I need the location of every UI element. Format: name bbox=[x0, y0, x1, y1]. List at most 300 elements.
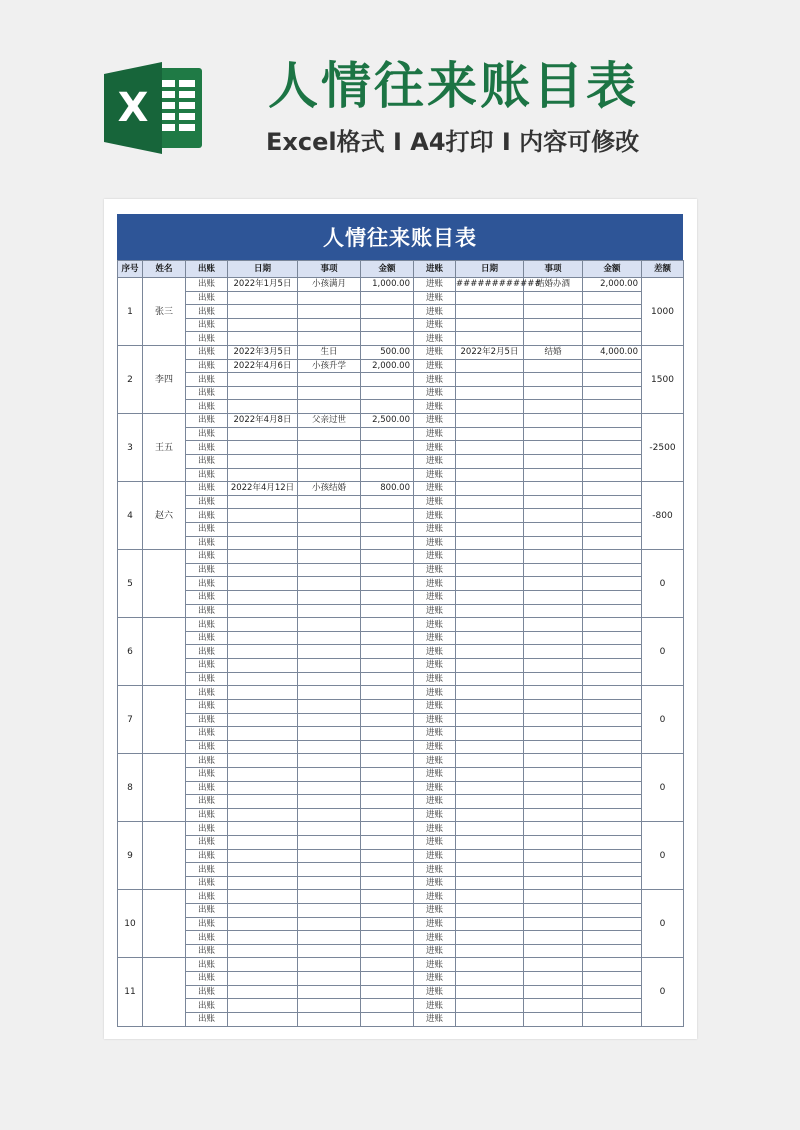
in-date-cell[interactable] bbox=[456, 822, 524, 836]
out-date-cell[interactable] bbox=[228, 767, 298, 781]
in-label-cell[interactable]: 进账 bbox=[414, 468, 456, 482]
in-label-cell[interactable]: 进账 bbox=[414, 278, 456, 292]
in-amount-cell[interactable] bbox=[583, 359, 642, 373]
in-label-cell[interactable]: 进账 bbox=[414, 917, 456, 931]
in-item-cell[interactable] bbox=[524, 495, 583, 509]
in-item-cell[interactable] bbox=[524, 822, 583, 836]
in-amount-cell[interactable] bbox=[583, 699, 642, 713]
in-item-cell[interactable] bbox=[524, 291, 583, 305]
in-item-cell[interactable] bbox=[524, 427, 583, 441]
in-amount-cell[interactable]: 2,000.00 bbox=[583, 278, 642, 292]
out-item-cell[interactable] bbox=[298, 672, 361, 686]
in-amount-cell[interactable] bbox=[583, 373, 642, 387]
in-item-cell[interactable] bbox=[524, 318, 583, 332]
out-item-cell[interactable] bbox=[298, 509, 361, 523]
out-date-cell[interactable] bbox=[228, 863, 298, 877]
out-item-cell[interactable] bbox=[298, 972, 361, 986]
out-label-cell[interactable]: 出账 bbox=[186, 917, 228, 931]
row-index-cell[interactable]: 7 bbox=[118, 686, 143, 754]
in-amount-cell[interactable] bbox=[583, 904, 642, 918]
out-label-cell[interactable]: 出账 bbox=[186, 618, 228, 632]
out-amount-cell[interactable] bbox=[361, 972, 414, 986]
in-label-cell[interactable]: 进账 bbox=[414, 808, 456, 822]
out-item-cell[interactable] bbox=[298, 563, 361, 577]
out-amount-cell[interactable] bbox=[361, 849, 414, 863]
out-date-cell[interactable] bbox=[228, 1012, 298, 1026]
in-label-cell[interactable]: 进账 bbox=[414, 332, 456, 346]
out-label-cell[interactable]: 出账 bbox=[186, 645, 228, 659]
in-amount-cell[interactable] bbox=[583, 536, 642, 550]
out-item-cell[interactable] bbox=[298, 468, 361, 482]
in-date-cell[interactable] bbox=[456, 699, 524, 713]
out-label-cell[interactable]: 出账 bbox=[186, 536, 228, 550]
out-amount-cell[interactable] bbox=[361, 563, 414, 577]
out-label-cell[interactable]: 出账 bbox=[186, 822, 228, 836]
out-item-cell[interactable] bbox=[298, 618, 361, 632]
out-label-cell[interactable]: 出账 bbox=[186, 305, 228, 319]
out-date-cell[interactable] bbox=[228, 822, 298, 836]
in-item-cell[interactable] bbox=[524, 550, 583, 564]
in-label-cell[interactable]: 进账 bbox=[414, 699, 456, 713]
in-date-cell[interactable] bbox=[456, 318, 524, 332]
out-amount-cell[interactable] bbox=[361, 618, 414, 632]
out-amount-cell[interactable] bbox=[361, 863, 414, 877]
out-item-cell[interactable] bbox=[298, 332, 361, 346]
in-amount-cell[interactable] bbox=[583, 441, 642, 455]
in-item-cell[interactable] bbox=[524, 359, 583, 373]
in-item-cell[interactable] bbox=[524, 767, 583, 781]
in-item-cell[interactable] bbox=[524, 454, 583, 468]
in-amount-cell[interactable] bbox=[583, 318, 642, 332]
difference-cell[interactable]: 0 bbox=[642, 890, 684, 958]
out-item-cell[interactable] bbox=[298, 727, 361, 741]
out-date-cell[interactable] bbox=[228, 441, 298, 455]
in-amount-cell[interactable] bbox=[583, 305, 642, 319]
in-item-cell[interactable] bbox=[524, 482, 583, 496]
in-item-cell[interactable] bbox=[524, 400, 583, 414]
in-item-cell[interactable] bbox=[524, 835, 583, 849]
in-date-cell[interactable] bbox=[456, 890, 524, 904]
in-date-cell[interactable] bbox=[456, 727, 524, 741]
in-label-cell[interactable]: 进账 bbox=[414, 931, 456, 945]
in-date-cell[interactable] bbox=[456, 536, 524, 550]
in-date-cell[interactable] bbox=[456, 835, 524, 849]
out-label-cell[interactable]: 出账 bbox=[186, 604, 228, 618]
in-label-cell[interactable]: 进账 bbox=[414, 890, 456, 904]
in-item-cell[interactable]: 结婚办酒 bbox=[524, 278, 583, 292]
in-date-cell[interactable] bbox=[456, 958, 524, 972]
person-name-cell[interactable]: 李四 bbox=[143, 346, 186, 414]
in-date-cell[interactable] bbox=[456, 563, 524, 577]
out-item-cell[interactable] bbox=[298, 822, 361, 836]
out-item-cell[interactable] bbox=[298, 577, 361, 591]
in-date-cell[interactable] bbox=[456, 373, 524, 387]
out-item-cell[interactable] bbox=[298, 373, 361, 387]
in-item-cell[interactable] bbox=[524, 509, 583, 523]
out-label-cell[interactable]: 出账 bbox=[186, 386, 228, 400]
out-item-cell[interactable] bbox=[298, 1012, 361, 1026]
out-date-cell[interactable] bbox=[228, 305, 298, 319]
in-amount-cell[interactable]: 4,000.00 bbox=[583, 346, 642, 360]
in-date-cell[interactable] bbox=[456, 454, 524, 468]
difference-cell[interactable]: 0 bbox=[642, 822, 684, 890]
person-name-cell[interactable] bbox=[143, 550, 186, 618]
in-amount-cell[interactable] bbox=[583, 577, 642, 591]
out-date-cell[interactable] bbox=[228, 427, 298, 441]
out-date-cell[interactable] bbox=[228, 849, 298, 863]
in-amount-cell[interactable] bbox=[583, 808, 642, 822]
row-index-cell[interactable]: 4 bbox=[118, 482, 143, 550]
person-name-cell[interactable]: 张三 bbox=[143, 278, 186, 346]
out-item-cell[interactable]: 父亲过世 bbox=[298, 414, 361, 428]
in-item-cell[interactable] bbox=[524, 904, 583, 918]
in-amount-cell[interactable] bbox=[583, 781, 642, 795]
in-label-cell[interactable]: 进账 bbox=[414, 522, 456, 536]
out-label-cell[interactable]: 出账 bbox=[186, 468, 228, 482]
out-amount-cell[interactable] bbox=[361, 509, 414, 523]
out-amount-cell[interactable] bbox=[361, 917, 414, 931]
out-date-cell[interactable] bbox=[228, 740, 298, 754]
out-item-cell[interactable]: 小孩结婚 bbox=[298, 482, 361, 496]
difference-cell[interactable]: -2500 bbox=[642, 414, 684, 482]
out-item-cell[interactable] bbox=[298, 835, 361, 849]
out-date-cell[interactable] bbox=[228, 400, 298, 414]
out-amount-cell[interactable] bbox=[361, 727, 414, 741]
out-amount-cell[interactable]: 500.00 bbox=[361, 346, 414, 360]
in-label-cell[interactable]: 进账 bbox=[414, 876, 456, 890]
person-name-cell[interactable] bbox=[143, 958, 186, 1027]
in-date-cell[interactable] bbox=[456, 781, 524, 795]
in-date-cell[interactable] bbox=[456, 591, 524, 605]
out-item-cell[interactable] bbox=[298, 849, 361, 863]
out-amount-cell[interactable] bbox=[361, 781, 414, 795]
in-amount-cell[interactable] bbox=[583, 849, 642, 863]
out-label-cell[interactable]: 出账 bbox=[186, 727, 228, 741]
in-item-cell[interactable] bbox=[524, 672, 583, 686]
out-label-cell[interactable]: 出账 bbox=[186, 359, 228, 373]
out-item-cell[interactable] bbox=[298, 999, 361, 1013]
out-label-cell[interactable]: 出账 bbox=[186, 631, 228, 645]
in-label-cell[interactable]: 进账 bbox=[414, 495, 456, 509]
in-label-cell[interactable]: 进账 bbox=[414, 373, 456, 387]
out-label-cell[interactable]: 出账 bbox=[186, 659, 228, 673]
out-date-cell[interactable] bbox=[228, 618, 298, 632]
out-label-cell[interactable]: 出账 bbox=[186, 495, 228, 509]
in-date-cell[interactable] bbox=[456, 672, 524, 686]
out-label-cell[interactable]: 出账 bbox=[186, 985, 228, 999]
in-date-cell[interactable] bbox=[456, 767, 524, 781]
out-item-cell[interactable] bbox=[298, 386, 361, 400]
difference-cell[interactable]: 0 bbox=[642, 618, 684, 686]
out-date-cell[interactable] bbox=[228, 917, 298, 931]
in-date-cell[interactable] bbox=[456, 686, 524, 700]
out-date-cell[interactable] bbox=[228, 659, 298, 673]
row-index-cell[interactable]: 11 bbox=[118, 958, 143, 1027]
out-amount-cell[interactable] bbox=[361, 386, 414, 400]
in-label-cell[interactable]: 进账 bbox=[414, 604, 456, 618]
out-item-cell[interactable] bbox=[298, 291, 361, 305]
in-amount-cell[interactable] bbox=[583, 427, 642, 441]
out-amount-cell[interactable] bbox=[361, 373, 414, 387]
out-item-cell[interactable] bbox=[298, 631, 361, 645]
in-date-cell[interactable] bbox=[456, 441, 524, 455]
in-item-cell[interactable] bbox=[524, 305, 583, 319]
out-date-cell[interactable] bbox=[228, 999, 298, 1013]
out-date-cell[interactable] bbox=[228, 808, 298, 822]
in-label-cell[interactable]: 进账 bbox=[414, 972, 456, 986]
in-label-cell[interactable]: 进账 bbox=[414, 536, 456, 550]
in-amount-cell[interactable] bbox=[583, 958, 642, 972]
in-label-cell[interactable]: 进账 bbox=[414, 740, 456, 754]
in-item-cell[interactable] bbox=[524, 618, 583, 632]
in-label-cell[interactable]: 进账 bbox=[414, 454, 456, 468]
in-label-cell[interactable]: 进账 bbox=[414, 863, 456, 877]
in-amount-cell[interactable] bbox=[583, 645, 642, 659]
in-label-cell[interactable]: 进账 bbox=[414, 985, 456, 999]
out-date-cell[interactable] bbox=[228, 727, 298, 741]
out-amount-cell[interactable] bbox=[361, 659, 414, 673]
row-index-cell[interactable]: 5 bbox=[118, 550, 143, 618]
in-date-cell[interactable] bbox=[456, 972, 524, 986]
in-date-cell[interactable] bbox=[456, 944, 524, 958]
out-label-cell[interactable]: 出账 bbox=[186, 999, 228, 1013]
out-label-cell[interactable]: 出账 bbox=[186, 699, 228, 713]
in-date-cell[interactable] bbox=[456, 522, 524, 536]
out-amount-cell[interactable] bbox=[361, 958, 414, 972]
out-amount-cell[interactable] bbox=[361, 822, 414, 836]
in-label-cell[interactable]: 进账 bbox=[414, 767, 456, 781]
out-amount-cell[interactable] bbox=[361, 332, 414, 346]
in-label-cell[interactable]: 进账 bbox=[414, 400, 456, 414]
out-amount-cell[interactable] bbox=[361, 672, 414, 686]
out-date-cell[interactable] bbox=[228, 890, 298, 904]
out-date-cell[interactable] bbox=[228, 958, 298, 972]
out-amount-cell[interactable] bbox=[361, 890, 414, 904]
out-label-cell[interactable]: 出账 bbox=[186, 972, 228, 986]
out-label-cell[interactable]: 出账 bbox=[186, 482, 228, 496]
out-item-cell[interactable] bbox=[298, 522, 361, 536]
out-label-cell[interactable]: 出账 bbox=[186, 686, 228, 700]
out-label-cell[interactable]: 出账 bbox=[186, 808, 228, 822]
in-label-cell[interactable]: 进账 bbox=[414, 781, 456, 795]
in-item-cell[interactable] bbox=[524, 727, 583, 741]
out-date-cell[interactable] bbox=[228, 931, 298, 945]
out-date-cell[interactable] bbox=[228, 672, 298, 686]
in-date-cell[interactable] bbox=[456, 495, 524, 509]
out-date-cell[interactable] bbox=[228, 604, 298, 618]
in-date-cell[interactable] bbox=[456, 305, 524, 319]
out-date-cell[interactable] bbox=[228, 631, 298, 645]
in-amount-cell[interactable] bbox=[583, 454, 642, 468]
out-label-cell[interactable]: 出账 bbox=[186, 509, 228, 523]
in-label-cell[interactable]: 进账 bbox=[414, 414, 456, 428]
out-date-cell[interactable]: 2022年4月12日 bbox=[228, 482, 298, 496]
in-date-cell[interactable] bbox=[456, 550, 524, 564]
out-label-cell[interactable]: 出账 bbox=[186, 849, 228, 863]
in-label-cell[interactable]: 进账 bbox=[414, 686, 456, 700]
in-amount-cell[interactable] bbox=[583, 944, 642, 958]
out-amount-cell[interactable]: 2,500.00 bbox=[361, 414, 414, 428]
in-date-cell[interactable] bbox=[456, 291, 524, 305]
person-name-cell[interactable] bbox=[143, 618, 186, 686]
out-label-cell[interactable]: 出账 bbox=[186, 672, 228, 686]
out-date-cell[interactable] bbox=[228, 699, 298, 713]
in-label-cell[interactable]: 进账 bbox=[414, 713, 456, 727]
in-label-cell[interactable]: 进账 bbox=[414, 944, 456, 958]
person-name-cell[interactable] bbox=[143, 822, 186, 890]
in-amount-cell[interactable] bbox=[583, 414, 642, 428]
out-date-cell[interactable] bbox=[228, 563, 298, 577]
out-date-cell[interactable] bbox=[228, 454, 298, 468]
in-label-cell[interactable]: 进账 bbox=[414, 904, 456, 918]
out-item-cell[interactable] bbox=[298, 713, 361, 727]
in-amount-cell[interactable] bbox=[583, 985, 642, 999]
out-item-cell[interactable] bbox=[298, 876, 361, 890]
out-amount-cell[interactable] bbox=[361, 468, 414, 482]
out-label-cell[interactable]: 出账 bbox=[186, 577, 228, 591]
out-item-cell[interactable] bbox=[298, 863, 361, 877]
in-item-cell[interactable] bbox=[524, 373, 583, 387]
out-item-cell[interactable] bbox=[298, 686, 361, 700]
out-date-cell[interactable] bbox=[228, 795, 298, 809]
out-label-cell[interactable]: 出账 bbox=[186, 890, 228, 904]
in-item-cell[interactable] bbox=[524, 972, 583, 986]
in-date-cell[interactable] bbox=[456, 917, 524, 931]
out-item-cell[interactable] bbox=[298, 931, 361, 945]
in-amount-cell[interactable] bbox=[583, 835, 642, 849]
out-date-cell[interactable] bbox=[228, 373, 298, 387]
in-label-cell[interactable]: 进账 bbox=[414, 482, 456, 496]
out-date-cell[interactable] bbox=[228, 876, 298, 890]
out-item-cell[interactable] bbox=[298, 944, 361, 958]
out-amount-cell[interactable]: 800.00 bbox=[361, 482, 414, 496]
out-amount-cell[interactable] bbox=[361, 985, 414, 999]
out-amount-cell[interactable]: 2,000.00 bbox=[361, 359, 414, 373]
out-amount-cell[interactable] bbox=[361, 999, 414, 1013]
out-amount-cell[interactable] bbox=[361, 876, 414, 890]
person-name-cell[interactable] bbox=[143, 754, 186, 822]
out-date-cell[interactable]: 2022年4月6日 bbox=[228, 359, 298, 373]
in-date-cell[interactable] bbox=[456, 931, 524, 945]
out-item-cell[interactable] bbox=[298, 604, 361, 618]
in-amount-cell[interactable] bbox=[583, 291, 642, 305]
difference-cell[interactable]: 1000 bbox=[642, 278, 684, 346]
out-label-cell[interactable]: 出账 bbox=[186, 754, 228, 768]
out-item-cell[interactable] bbox=[298, 645, 361, 659]
in-label-cell[interactable]: 进账 bbox=[414, 835, 456, 849]
out-item-cell[interactable] bbox=[298, 917, 361, 931]
in-item-cell[interactable] bbox=[524, 522, 583, 536]
in-item-cell[interactable] bbox=[524, 386, 583, 400]
in-amount-cell[interactable] bbox=[583, 972, 642, 986]
in-label-cell[interactable]: 进账 bbox=[414, 822, 456, 836]
out-amount-cell[interactable] bbox=[361, 931, 414, 945]
in-date-cell[interactable] bbox=[456, 795, 524, 809]
out-item-cell[interactable] bbox=[298, 536, 361, 550]
out-item-cell[interactable] bbox=[298, 985, 361, 999]
in-date-cell[interactable] bbox=[456, 754, 524, 768]
out-amount-cell[interactable] bbox=[361, 1012, 414, 1026]
out-date-cell[interactable] bbox=[228, 291, 298, 305]
out-amount-cell[interactable] bbox=[361, 604, 414, 618]
out-label-cell[interactable]: 出账 bbox=[186, 944, 228, 958]
in-date-cell[interactable] bbox=[456, 999, 524, 1013]
out-date-cell[interactable] bbox=[228, 686, 298, 700]
in-item-cell[interactable] bbox=[524, 863, 583, 877]
out-amount-cell[interactable] bbox=[361, 305, 414, 319]
out-item-cell[interactable] bbox=[298, 427, 361, 441]
in-item-cell[interactable] bbox=[524, 876, 583, 890]
in-date-cell[interactable] bbox=[456, 359, 524, 373]
out-amount-cell[interactable]: 1,000.00 bbox=[361, 278, 414, 292]
row-index-cell[interactable]: 8 bbox=[118, 754, 143, 822]
out-amount-cell[interactable] bbox=[361, 454, 414, 468]
out-label-cell[interactable]: 出账 bbox=[186, 931, 228, 945]
in-amount-cell[interactable] bbox=[583, 822, 642, 836]
in-item-cell[interactable] bbox=[524, 795, 583, 809]
in-item-cell[interactable] bbox=[524, 577, 583, 591]
out-item-cell[interactable] bbox=[298, 808, 361, 822]
in-item-cell[interactable] bbox=[524, 414, 583, 428]
out-item-cell[interactable]: 小孩升学 bbox=[298, 359, 361, 373]
in-date-cell[interactable] bbox=[456, 985, 524, 999]
out-amount-cell[interactable] bbox=[361, 767, 414, 781]
out-label-cell[interactable]: 出账 bbox=[186, 904, 228, 918]
out-amount-cell[interactable] bbox=[361, 645, 414, 659]
in-label-cell[interactable]: 进账 bbox=[414, 318, 456, 332]
in-date-cell[interactable] bbox=[456, 849, 524, 863]
out-label-cell[interactable]: 出账 bbox=[186, 441, 228, 455]
in-label-cell[interactable]: 进账 bbox=[414, 305, 456, 319]
in-date-cell[interactable] bbox=[456, 808, 524, 822]
in-date-cell[interactable] bbox=[456, 659, 524, 673]
out-date-cell[interactable] bbox=[228, 468, 298, 482]
out-date-cell[interactable] bbox=[228, 781, 298, 795]
out-amount-cell[interactable] bbox=[361, 835, 414, 849]
in-amount-cell[interactable] bbox=[583, 522, 642, 536]
out-date-cell[interactable]: 2022年3月5日 bbox=[228, 346, 298, 360]
row-index-cell[interactable]: 1 bbox=[118, 278, 143, 346]
out-date-cell[interactable] bbox=[228, 495, 298, 509]
in-amount-cell[interactable] bbox=[583, 468, 642, 482]
out-amount-cell[interactable] bbox=[361, 318, 414, 332]
out-label-cell[interactable]: 出账 bbox=[186, 318, 228, 332]
in-amount-cell[interactable] bbox=[583, 876, 642, 890]
out-label-cell[interactable]: 出账 bbox=[186, 454, 228, 468]
in-label-cell[interactable]: 进账 bbox=[414, 754, 456, 768]
out-item-cell[interactable] bbox=[298, 958, 361, 972]
out-label-cell[interactable]: 出账 bbox=[186, 767, 228, 781]
in-date-cell[interactable] bbox=[456, 509, 524, 523]
out-item-cell[interactable] bbox=[298, 699, 361, 713]
in-date-cell[interactable] bbox=[456, 1012, 524, 1026]
in-label-cell[interactable]: 进账 bbox=[414, 346, 456, 360]
in-amount-cell[interactable] bbox=[583, 659, 642, 673]
in-item-cell[interactable] bbox=[524, 645, 583, 659]
out-date-cell[interactable] bbox=[228, 944, 298, 958]
in-date-cell[interactable] bbox=[456, 332, 524, 346]
in-label-cell[interactable]: 进账 bbox=[414, 359, 456, 373]
in-item-cell[interactable] bbox=[524, 985, 583, 999]
in-label-cell[interactable]: 进账 bbox=[414, 427, 456, 441]
in-amount-cell[interactable] bbox=[583, 563, 642, 577]
in-date-cell[interactable] bbox=[456, 863, 524, 877]
out-item-cell[interactable]: 生日 bbox=[298, 346, 361, 360]
in-amount-cell[interactable] bbox=[583, 999, 642, 1013]
in-label-cell[interactable]: 进账 bbox=[414, 441, 456, 455]
row-index-cell[interactable]: 2 bbox=[118, 346, 143, 414]
out-label-cell[interactable]: 出账 bbox=[186, 291, 228, 305]
